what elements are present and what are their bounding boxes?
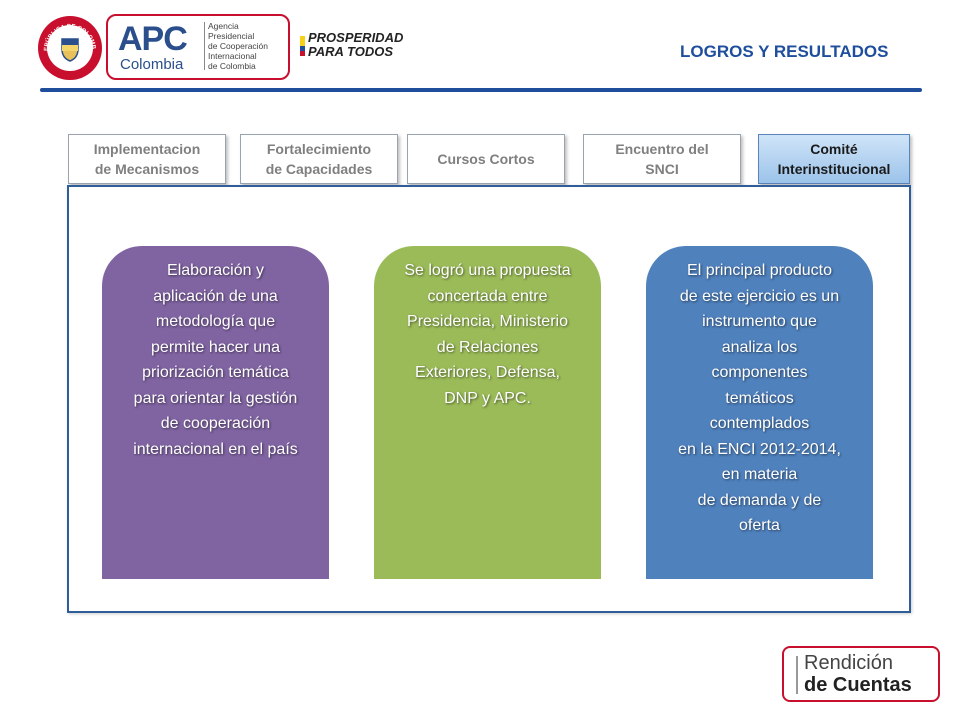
apc-logo xyxy=(106,14,290,80)
rendicion-cuentas-logo xyxy=(782,646,940,702)
apc-separator xyxy=(204,22,205,70)
tab-encuentro-snci[interactable]: Encuentro del SNCI xyxy=(583,134,741,184)
result-card-instrumento: El principal producto de este ejercicio es un instrumento que analiza los componentes temáticos contemplados en la ENCI 2012-2014, en materia de demanda y de oferta xyxy=(646,246,873,579)
tab-comite-interinstitucional[interactable]: Comité Interinstitucional xyxy=(758,134,910,184)
apc-letters: APC xyxy=(118,20,187,58)
apc-agency-name: Agencia Presidencial de Cooperación Internacional de Colombia xyxy=(208,21,269,71)
svg-text:REPÚBLICA DE COLOMBIA xyxy=(38,18,96,51)
result-card-metodologia: Elaboración y aplicación de una metodología que permite hacer una priorización temática para orientar la gestión de cooperación internacional en el país xyxy=(102,246,329,579)
result-card-propuesta: Se logró una propuesta concertada entre Presidencia, Ministerio de Relaciones Exteriores, Defensa, DNP y APC. xyxy=(374,246,601,579)
page-title: LOGROS Y RESULTADOS xyxy=(680,42,889,61)
badge-line-1: Rendición xyxy=(804,652,893,674)
seal-caption xyxy=(38,18,102,82)
badge-bar xyxy=(796,656,798,694)
tab-cursos-cortos[interactable]: Cursos Cortos xyxy=(407,134,565,184)
tab-implementacion[interactable]: Implementacion de Mecanismos xyxy=(68,134,226,184)
badge-line-2: de Cuentas xyxy=(804,674,912,696)
seal-text: EPÚBLICA DE COLOMB xyxy=(43,23,97,52)
apc-country: Colombia xyxy=(120,56,184,73)
tab-fortalecimiento[interactable]: Fortalecimiento de Capacidades xyxy=(240,134,398,184)
header-divider xyxy=(40,88,922,92)
prosperidad-logo: PROSPERIDAD PARA TODOS xyxy=(308,30,404,59)
prosperidad-flag-icon xyxy=(300,36,305,56)
